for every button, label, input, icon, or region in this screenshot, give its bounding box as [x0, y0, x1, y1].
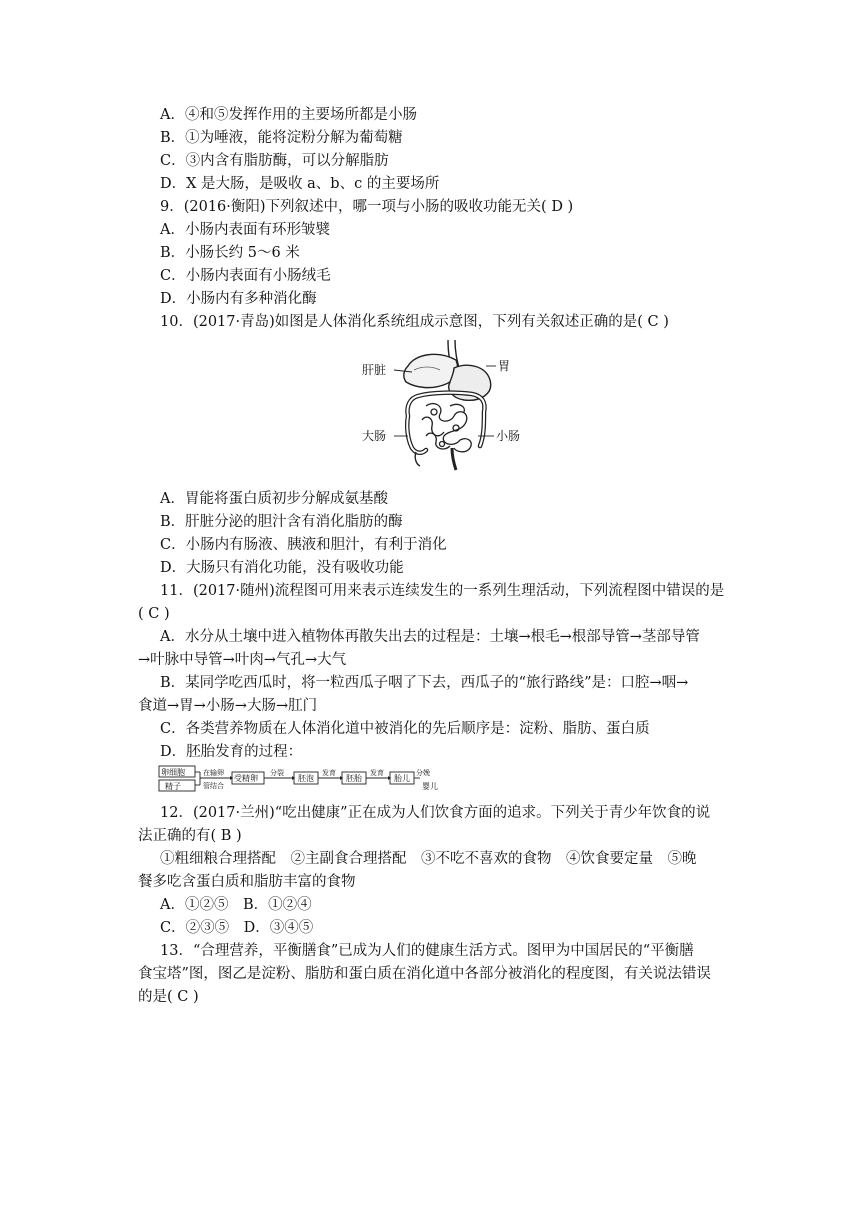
flow-step1-top: 在输卵	[203, 769, 224, 777]
embryo-flowchart	[158, 764, 438, 794]
flow-blastula: 胚泡	[298, 774, 314, 783]
q12-items-line2: 餐多吃含蛋白质和脂肪丰富的食物	[138, 874, 356, 890]
q9-option-a: A．小肠内表面有环形皱襞	[160, 222, 330, 238]
flow-arrow3: 发育	[322, 769, 336, 777]
q11-option-b-line2: 食道→胃→小肠→大肠→肛门	[138, 698, 318, 714]
flow-infant: 婴儿	[422, 782, 438, 791]
q10-option-d: D．大肠只有消化功能，没有吸收功能	[160, 560, 404, 576]
q9-option-c: C．小肠内表面有小肠绒毛	[160, 268, 331, 284]
label-small-intestine: 小肠	[496, 429, 521, 443]
q10-stem: 10．(2017·青岛)如图是人体消化系统组成示意图，下列有关叙述正确的是( C )	[160, 314, 669, 330]
q11-option-a-line2: →叶脉中导管→叶肉→气孔→大气	[138, 652, 347, 668]
q9-stem: 9．(2016·衡阳)下列叙述中，哪一项与小肠的吸收功能无关( D )	[160, 199, 574, 215]
q12-stem-line1: 12．(2017·兰州)“吃出健康”正在成为人们饮食方面的追求。下列关于青少年饮食的说	[160, 805, 711, 821]
q11-stem-line1: 11．(2017·随州)流程图可用来表示连续发生的一系列生理活动，下列流程图中错误的是	[160, 583, 725, 599]
q13-line1: 13．“合理营养，平衡膳食”已成为人们的健康生活方式。图甲为中国居民的“平衡膳	[160, 943, 694, 959]
q10-option-c: C．小肠内有肠液、胰液和胆汁，有利于消化	[160, 537, 447, 553]
q9-option-d: D．小肠内有多种消化酶	[160, 291, 317, 307]
q13-line3: 的是( C )	[138, 989, 199, 1005]
label-large-intestine: 大肠	[362, 429, 387, 443]
q12-items-line1: ①粗细粮合理搭配 ②主副食合理搭配 ③不吃不喜欢的食物 ④饮食要定量 ⑤晚	[160, 851, 697, 867]
label-liver: 肝脏	[362, 363, 387, 377]
q9-option-b: B．小肠长约 5～6 米	[160, 245, 300, 261]
flow-sperm: 精子	[165, 782, 181, 791]
q11-option-c: C．各类营养物质在人体消化道中被消化的先后顺序是：淀粉、脂肪、蛋白质	[160, 721, 650, 737]
flow-egg: 卵细胞	[161, 768, 185, 777]
q11-option-a-line1: A．水分从土壤中进入植物体再散失出去的过程是：土壤→根毛→根部导管→茎部导管	[160, 629, 700, 645]
q11-option-d: D．胚胎发育的过程：	[160, 744, 303, 760]
q8-option-a: A．④和⑤发挥作用的主要场所都是小肠	[160, 107, 417, 123]
flow-embryo: 胚胎	[346, 774, 362, 783]
flow-step1-bottom: 管结合	[203, 782, 224, 790]
digestive-system-figure	[360, 336, 530, 476]
flow-zygote: 受精卵	[234, 774, 258, 783]
q10-option-b: B．肝脏分泌的胆汁含有消化脂肪的酶	[160, 514, 403, 530]
q8-option-c: C．③内含有脂肪酶，可以分解脂肪	[160, 153, 389, 169]
q8-option-b: B．①为唾液，能将淀粉分解为葡萄糖	[160, 130, 403, 146]
q8-option-d: D．X 是大肠，是吸收 a、b、c 的主要场所	[160, 176, 440, 192]
q12-stem-line2: 法正确的有( B )	[138, 828, 242, 844]
q12-options-line1: A．①②⑤ B．①②④	[160, 897, 312, 913]
q13-line2: 食宝塔”图，图乙是淀粉、脂肪和蛋白质在消化道中各部分被消化的程度图，有关说法错误	[138, 966, 711, 982]
flow-arrow4: 发育	[370, 769, 384, 777]
flow-fetus: 胎儿	[394, 774, 410, 783]
q12-options-line2: C．②③⑤ D．③④⑤	[160, 920, 314, 936]
flow-arrow2: 分裂	[270, 769, 284, 777]
q11-option-b-line1: B．某同学吃西瓜时，将一粒西瓜子咽了下去，西瓜子的“旅行路线”是：口腔→咽→	[160, 675, 689, 691]
label-stomach: 胃	[498, 359, 511, 373]
q10-option-a: A．胃能将蛋白质初步分解成氨基酸	[160, 491, 388, 507]
q11-stem-line2: ( C )	[138, 606, 170, 622]
flow-arrow5: 分娩	[416, 769, 430, 777]
